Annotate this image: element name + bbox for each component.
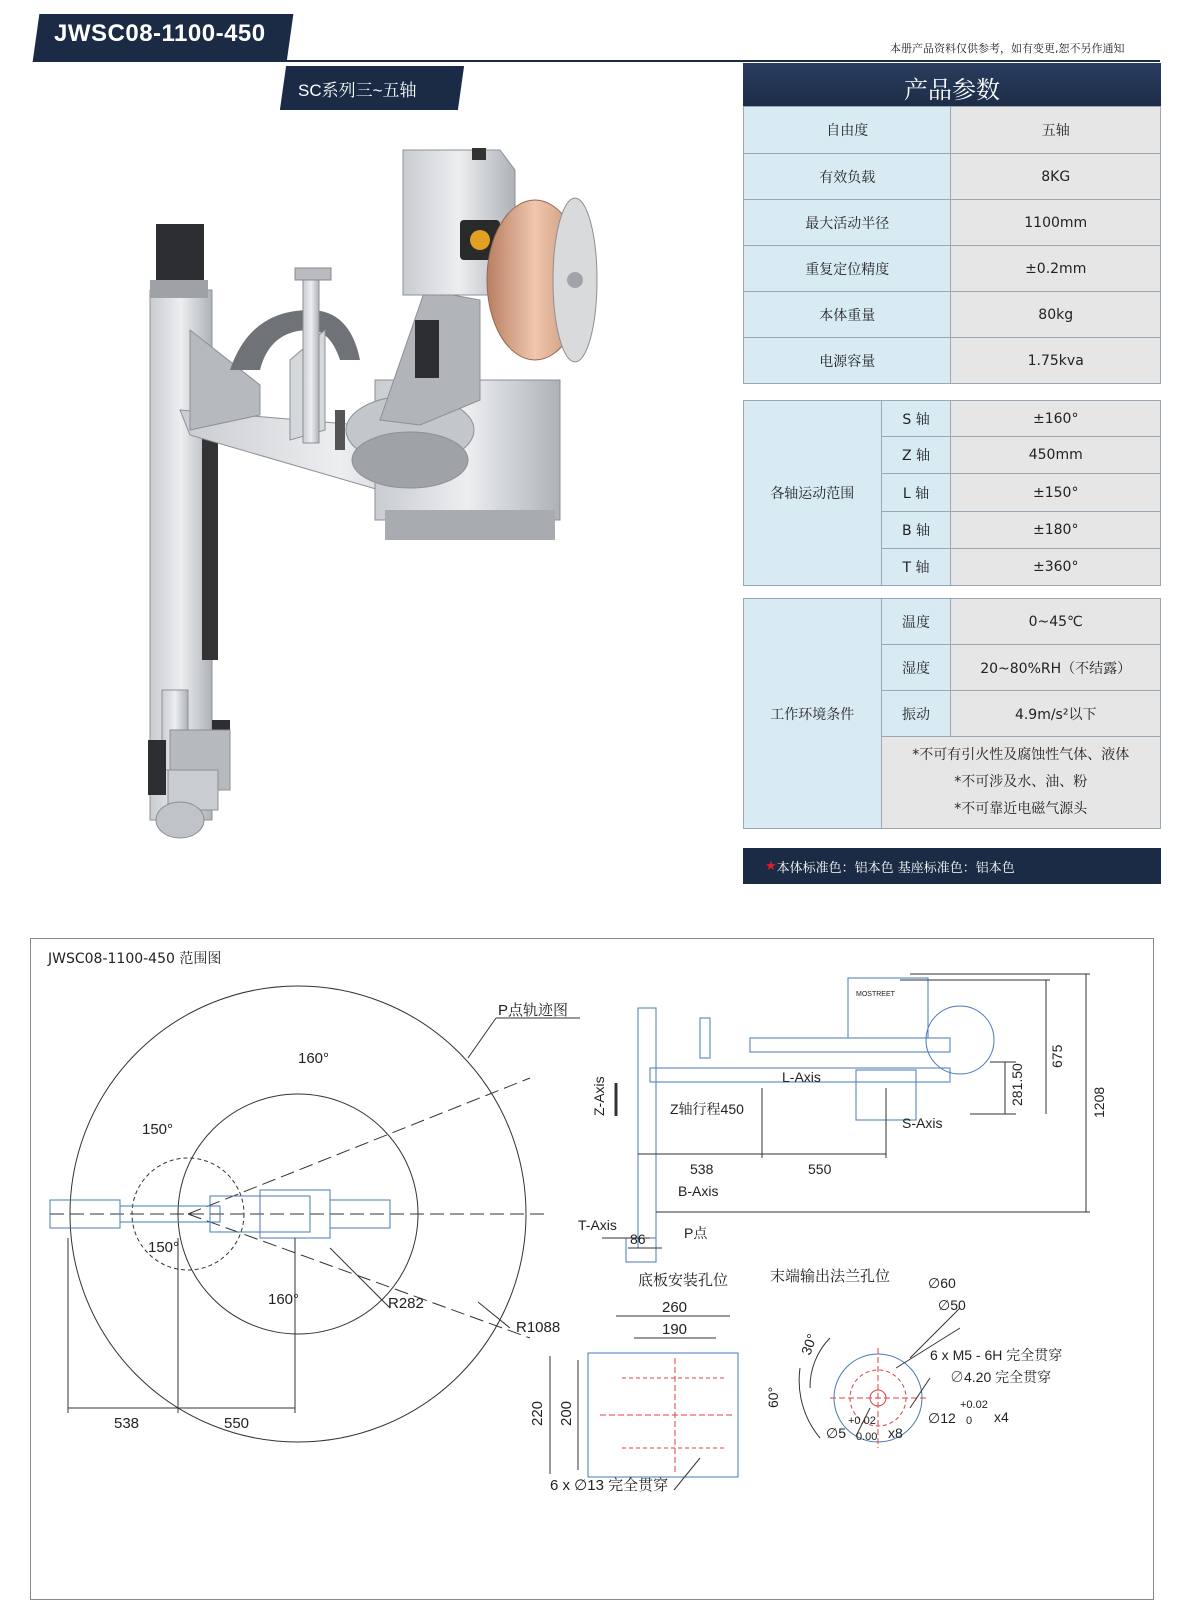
- env-item: 振动: [881, 691, 951, 737]
- params-env-table: [743, 598, 1161, 829]
- params-title: 产品参数: [743, 63, 1161, 111]
- angle-l-bottom-label: 150°: [148, 1239, 180, 1256]
- env-item: 温度: [881, 599, 951, 645]
- header-rule: [36, 60, 1160, 62]
- range-diagram: [30, 938, 1152, 1598]
- t-axis-label: T-Axis: [578, 1217, 617, 1233]
- flange-drawing: [799, 1308, 960, 1448]
- param-label: 本体重量: [744, 292, 951, 338]
- flange-title: 末端输出法兰孔位: [770, 1268, 891, 1285]
- env-item: 湿度: [881, 645, 951, 691]
- param-label: 电源容量: [744, 338, 951, 384]
- param-label: 有效负载: [744, 154, 951, 200]
- param-label: 最大活动半径: [744, 200, 951, 246]
- flange-tol12-up: +0.02: [960, 1399, 988, 1411]
- env-note: *不可有引火性及腐蚀性气体、液体: [912, 747, 1130, 763]
- flange-tol12-low: 0: [966, 1415, 973, 1427]
- env-notes: [881, 737, 1160, 829]
- param-value: 80kg: [951, 292, 1161, 338]
- flange-tol5-up: +0.02: [848, 1415, 876, 1427]
- standard-color-note: 本体标准色：铝本色 基座标准色：铝本色: [776, 860, 1015, 876]
- axis-name: L 轴: [881, 474, 951, 512]
- range-diagram-title: JWSC08-1100-450 范围图: [48, 951, 222, 967]
- param-value: 1.75kva: [951, 338, 1161, 384]
- base-w-outer: 260: [662, 1299, 688, 1316]
- side-dim-550: 550: [808, 1161, 832, 1177]
- params-basic-table: [743, 106, 1161, 384]
- flange-x4: x4: [994, 1409, 1009, 1425]
- side-dim-538: 538: [690, 1161, 714, 1177]
- param-value: 1100mm: [951, 200, 1161, 246]
- z-travel-label: Z轴行程450: [670, 1101, 744, 1117]
- flange-d60: ∅60: [928, 1275, 956, 1291]
- s-axis-label: S-Axis: [902, 1115, 943, 1131]
- standard-color-bar: [743, 848, 1161, 884]
- param-label: 自由度: [744, 107, 951, 154]
- params-axes-table: [743, 400, 1161, 586]
- axis-range: ±160°: [951, 401, 1161, 437]
- series-title: SC系列三~五轴: [298, 81, 417, 100]
- angle-top-label: 160°: [298, 1050, 330, 1067]
- base-h-outer: 220: [529, 1400, 546, 1426]
- side-dim-1208: 1208: [1091, 1086, 1107, 1118]
- disclaimer: 本册产品资料仅供参考，如有变更,恕不另作通知: [890, 42, 1125, 55]
- base-plate-title: 底板安装孔位: [638, 1272, 729, 1289]
- flange-x8: x8: [888, 1425, 903, 1441]
- axis-name: S 轴: [881, 401, 951, 437]
- flange-ang30: 30°: [797, 1331, 821, 1358]
- brand-plate: MOSTREET: [856, 991, 895, 998]
- side-dim-281: 281.50: [1009, 1063, 1025, 1106]
- env-value: 20~80%RH（不结露）: [951, 645, 1161, 691]
- param-value: 8KG: [951, 154, 1161, 200]
- b-axis-label: B-Axis: [678, 1183, 719, 1199]
- model-title: JWSC08-1100-450: [54, 20, 266, 47]
- axis-range: ±180°: [951, 512, 1161, 549]
- axis-name: Z 轴: [881, 437, 951, 474]
- angle-bottom-label: 160°: [268, 1291, 300, 1308]
- base-plate-drawing: [550, 1316, 738, 1490]
- flange-thread: 6 x M5 - 6H 完全贯穿: [930, 1347, 1063, 1363]
- dim-550-label: 550: [224, 1415, 250, 1432]
- axis-name: B 轴: [881, 512, 951, 549]
- env-note: *不可靠近电磁气源头: [954, 801, 1088, 817]
- angle-l-top-label: 150°: [142, 1121, 174, 1138]
- trajectory-label: P点轨迹图: [498, 1002, 569, 1019]
- r1088-label: R1088: [516, 1319, 561, 1336]
- side-dim-86: 86: [630, 1231, 646, 1247]
- dim-538-label: 538: [114, 1415, 140, 1432]
- param-value: 五轴: [951, 107, 1161, 154]
- flange-d420: ∅4.20 完全贯穿: [950, 1369, 1052, 1385]
- flange-d12: ∅12: [928, 1410, 956, 1426]
- base-holes-label: 6 x ∅13 完全贯穿: [550, 1477, 669, 1494]
- flange-tol5-low: 0.00: [856, 1431, 878, 1443]
- axis-range: ±360°: [951, 549, 1161, 586]
- flange-d50: ∅50: [938, 1297, 966, 1313]
- base-h-inner: 200: [558, 1400, 575, 1426]
- axis-range: 450mm: [951, 437, 1161, 474]
- axis-range: ±150°: [951, 474, 1161, 512]
- side-view-labels: [578, 991, 1107, 1247]
- star-icon: ★: [765, 858, 777, 874]
- top-view-labels: [114, 1001, 568, 1432]
- env-value: 0~45℃: [951, 599, 1161, 645]
- r282-label: R282: [388, 1295, 424, 1312]
- z-axis-label: Z-Axis: [591, 1076, 607, 1116]
- flange-d5: ∅5: [826, 1425, 846, 1441]
- base-w-inner: 190: [662, 1321, 688, 1338]
- l-axis-label: L-Axis: [782, 1069, 821, 1085]
- param-value: ±0.2mm: [951, 246, 1161, 292]
- axes-range-label: 各轴运动范围: [744, 401, 882, 586]
- side-dim-675: 675: [1049, 1044, 1065, 1068]
- p-point-label: P点: [684, 1225, 708, 1241]
- flange-ang60: 60°: [765, 1386, 781, 1408]
- env-label: 工作环境条件: [744, 599, 882, 829]
- robot-illustration: [120, 130, 640, 860]
- axis-name: T 轴: [881, 549, 951, 586]
- param-label: 重复定位精度: [744, 246, 951, 292]
- env-note: *不可涉及水、油、粉: [954, 774, 1088, 790]
- env-value: 4.9m/s²以下: [951, 691, 1161, 737]
